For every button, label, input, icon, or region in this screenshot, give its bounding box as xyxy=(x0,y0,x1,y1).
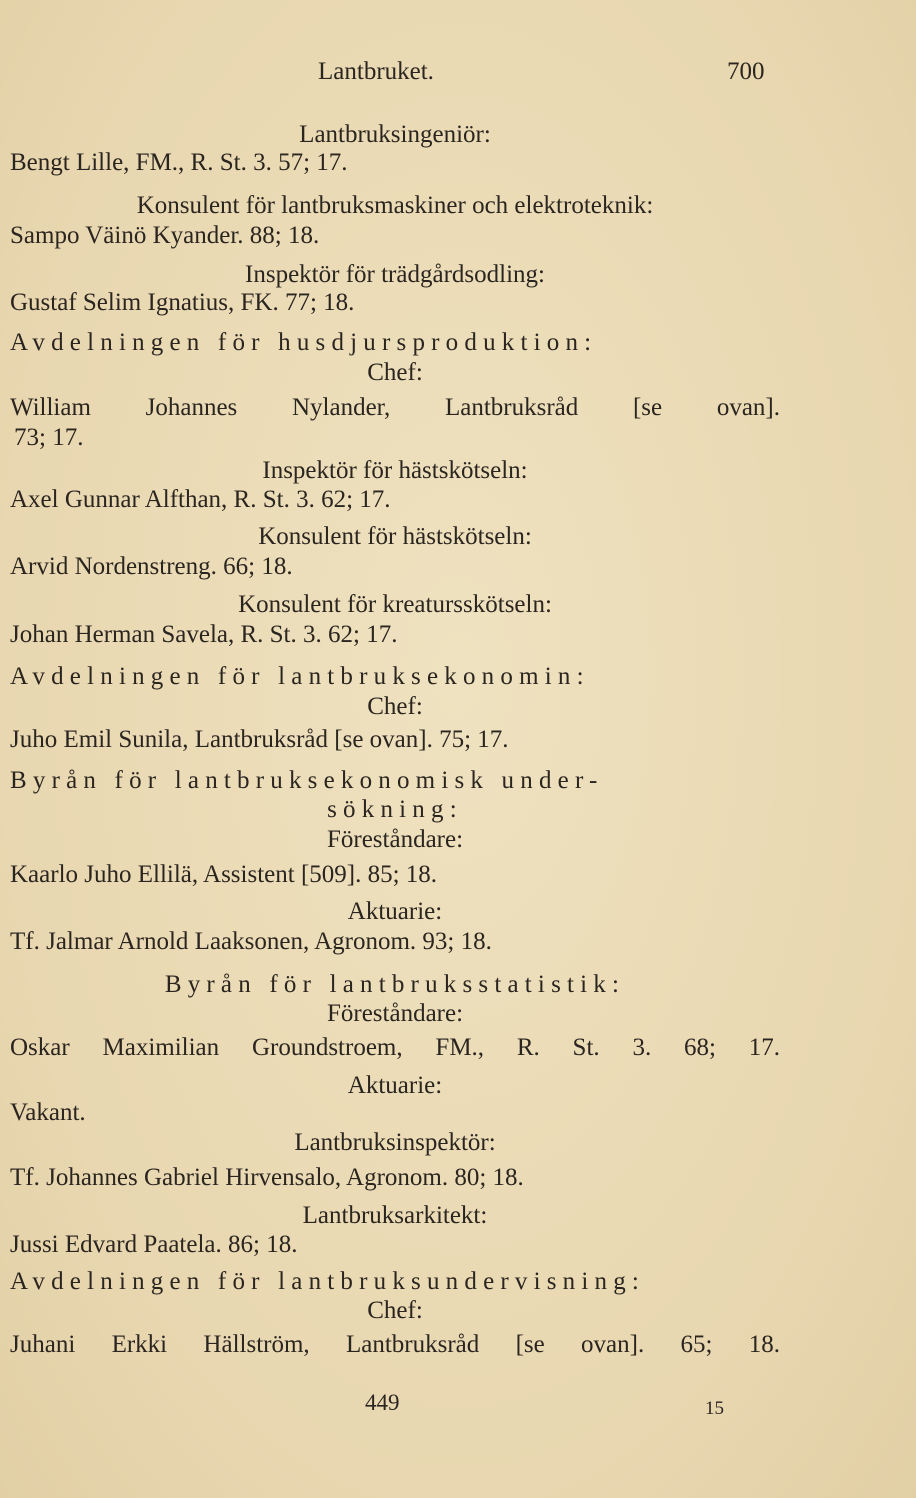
entry-line: Jussi Edvard Paatela. 86; 18. xyxy=(10,1231,298,1258)
entry-line: Kaarlo Juho Ellilä, Assistent [509]. 85; 18. xyxy=(10,861,438,888)
section-heading: Avdelningen för lantbruksekonomin: xyxy=(10,663,590,690)
entry-line: Byrån för lantbruksekonomisk under- xyxy=(10,767,604,794)
entry-line: Tf. Johannes Gabriel Hirvensalo, Agronom. 80; 18. xyxy=(10,1164,524,1191)
signature-mark: 449 xyxy=(365,1390,400,1415)
entry-line: Vakant. xyxy=(10,1099,86,1126)
entry-line: William Johannes Nylander, Lantbruksråd [se ovan]. xyxy=(10,394,780,421)
section-heading: Byrån för lantbruksstatistik: xyxy=(164,971,626,998)
entry-line: Tf. Jalmar Arnold Laaksonen, Agronom. 93; 18. xyxy=(10,928,492,955)
section-heading: Avdelningen för lantbruksundervisning: xyxy=(10,1268,646,1295)
section-heading: Föreståndare: xyxy=(326,1000,464,1027)
section-heading: Lantbruksarkitekt: xyxy=(302,1202,488,1229)
section-heading: Chef: xyxy=(367,693,423,720)
section-heading: Aktuarie: xyxy=(347,898,443,925)
entry-line: Axel Gunnar Alfthan, R. St. 3. 62; 17. xyxy=(10,486,391,513)
entry-line: Sampo Väinö Kyander. 88; 18. xyxy=(10,222,320,249)
section-heading: Lantbruksingeniör: xyxy=(299,121,491,148)
section-heading: Aktuarie: xyxy=(347,1072,443,1099)
entry-line: Oskar Maximilian Groundstroem, FM., R. St. 3. 68; 17. xyxy=(10,1034,780,1061)
section-heading: Avdelningen för husdjursproduktion: xyxy=(10,329,598,356)
entry-line: Juhani Erkki Hällström, Lantbruksråd [se ovan]. 65; 18. xyxy=(10,1331,780,1358)
entry-line: Juho Emil Sunila, Lantbruksråd [se ovan]. 75; 17. xyxy=(10,726,509,753)
entry-line: Gustaf Selim Ignatius, FK. 77; 18. xyxy=(10,289,355,316)
entry-line: Bengt Lille, FM., R. St. 3. 57; 17. xyxy=(10,149,348,176)
entry-line: Arvid Nordenstreng. 66; 18. xyxy=(10,553,293,580)
page-number: 700 xyxy=(727,58,765,85)
section-heading: Föreståndare: xyxy=(326,826,464,853)
section-heading: Konsulent för lantbruksmaskiner och elektroteknik: xyxy=(136,192,654,219)
section-heading: Konsulent för kreatursskötseln: xyxy=(238,591,552,618)
sheet-number: 15 xyxy=(705,1398,724,1419)
section-heading: Inspektör för hästskötseln: xyxy=(262,457,528,484)
section-heading: Chef: xyxy=(367,1297,423,1324)
entry-line: Johan Herman Savela, R. St. 3. 62; 17. xyxy=(10,621,398,648)
section-heading: sökning: xyxy=(327,796,463,823)
entry-line: 73; 17. xyxy=(14,424,84,451)
section-heading: Lantbruksinspektör: xyxy=(294,1129,496,1156)
section-heading: Konsulent för hästskötseln: xyxy=(258,523,532,550)
section-heading: Inspektör för trädgårdsodling: xyxy=(245,261,545,288)
running-header-title: Lantbruket. xyxy=(318,58,434,85)
section-heading: Chef: xyxy=(367,359,423,386)
